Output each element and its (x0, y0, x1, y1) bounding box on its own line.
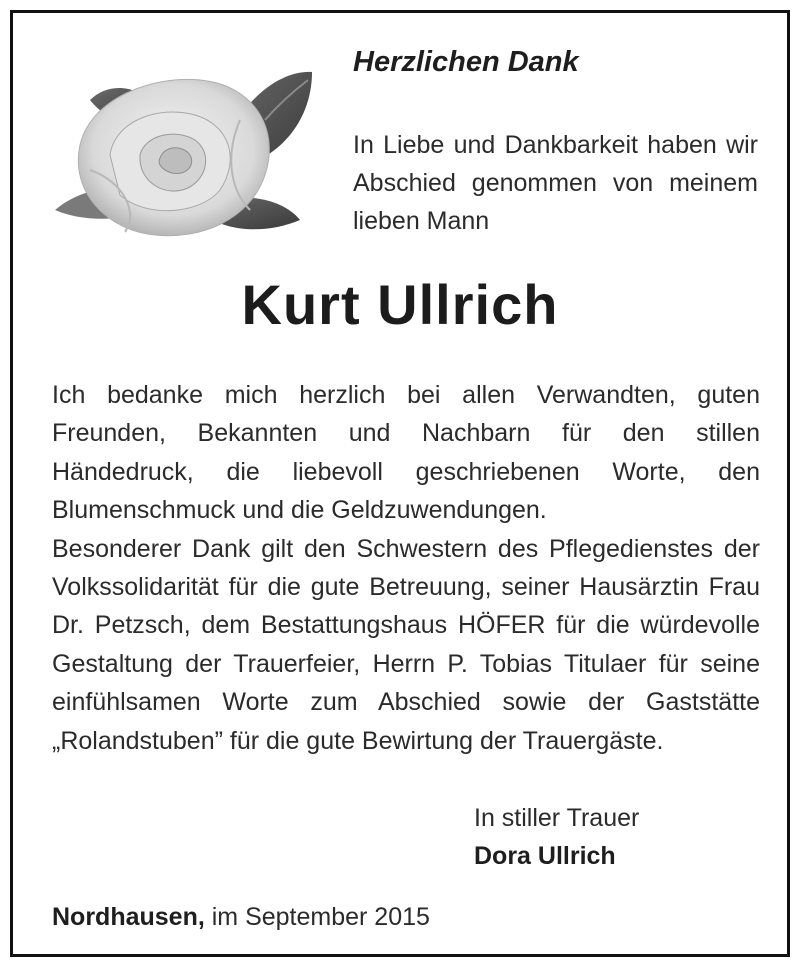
date-text: im September 2015 (204, 903, 430, 931)
thanks-paragraph: Ich bedanke mich herzlich bei allen Verwandten, guten Freunden, Bekannten und Nachbarn für den stillen Händedruck, die liebevoll geschriebenen Worte, den Blumenschmuck und die Geldzuwendungen. (52, 381, 760, 525)
closing-block (474, 799, 639, 875)
city-name: Nordhausen, (52, 903, 205, 931)
rose-icon (50, 60, 320, 245)
signer-name: Dora Ullrich (474, 842, 616, 870)
closing-phrase: In stiller Trauer (474, 804, 640, 832)
place-date-line (52, 903, 430, 932)
thanks-body (52, 376, 760, 760)
deceased-name: Kurt Ullrich (241, 273, 559, 336)
thanks-paragraph: Besonderer Dank gilt den Schwestern des Pflegedienstes der Volkssolidarität für die gute Betreuung, seiner Hausärztin Frau Dr. Petzsch, dem Bestattungshaus HÖFER für die würdevolle Gestaltung der Trauerfeier, Herrn P. Tobias Titulaer für seine einfühlsamen Worte zum Abschied sowie der Gaststätte „Rolandstuben” für die gute Bewirtung der Trauergäste. (52, 534, 760, 755)
intro-text: In Liebe und Dankbarkeit haben wir Abschied genommen von meinem lieben Mann (353, 131, 758, 235)
notice-heading: Herzlichen Dank (353, 46, 579, 78)
